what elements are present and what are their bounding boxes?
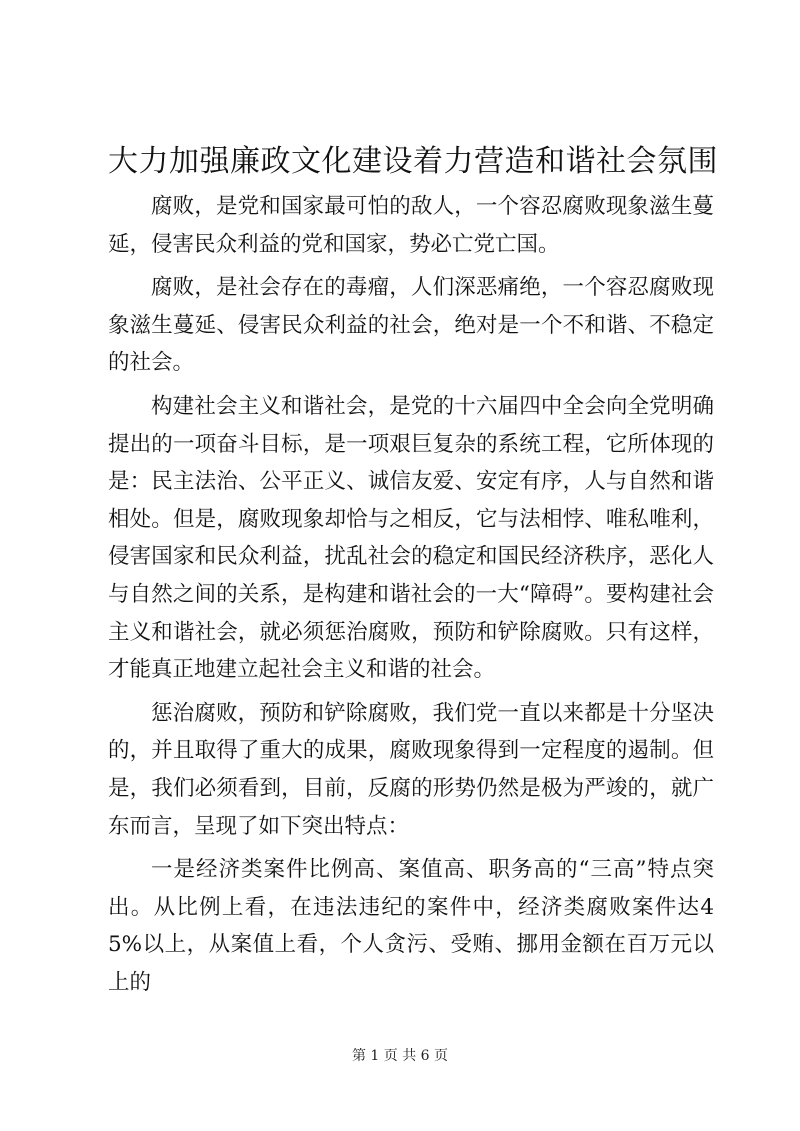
paragraph: 腐败，是党和国家最可怕的敌人，一个容忍腐败现象滋生蔓延，侵害民众利益的党和国家，势必亡党亡国。 — [108, 194, 714, 257]
page-footer: 第 1 页 共 6 页 — [351, 1048, 449, 1064]
paragraph: 一是经济类案件比例高、案值高、职务高的“三高”特点突出。从比例上看，在违法违纪的案件中，经济类腐败案件达45%以上，从案值上看，个人贪污、受贿、挪用金额在百万元以上的 — [108, 857, 714, 995]
paragraph: 腐败，是社会存在的毒瘤，人们深恶痛绝，一个容忍腐败现象滋生蔓延、侵害民众利益的社会，绝对是一个不和谐、不稳定的社会。 — [108, 275, 714, 376]
document-body — [108, 188, 714, 1001]
paragraph: 惩治腐败，预防和铲除腐败，我们党一直以来都是十分坚决的，并且取得了重大的成果，腐败现象得到一定程度的遏制。但是，我们必须看到，目前，反腐的形势仍然是极为严竣的，就广东而言，呈现了如下突出特点： — [108, 700, 714, 839]
document-title: 大力加强廉政文化建设着力营造和谐社会氛围 — [108, 144, 718, 179]
paragraph: 构建社会主义和谐社会，是党的十六届四中全会向全党明确提出的一项奋斗目标，是一项艰巨复杂的系统工程，它所体现的是：民主法治、公平正义、诚信友爱、安定有序，人与自然和谐相处。但是，腐败现象却恰与之相反，它与法相悖、唯私唯利，侵害国家和民众利益，扰乱社会的稳定和国民经济秩序，恶化人与自然之间的关系，是构建和谐社会的一大“障碍”。要构建社会主义和谐社会，就必须惩治腐败，预防和铲除腐败。只有这样，才能真正地建立起社会主义和谐的社会。 — [108, 393, 714, 683]
